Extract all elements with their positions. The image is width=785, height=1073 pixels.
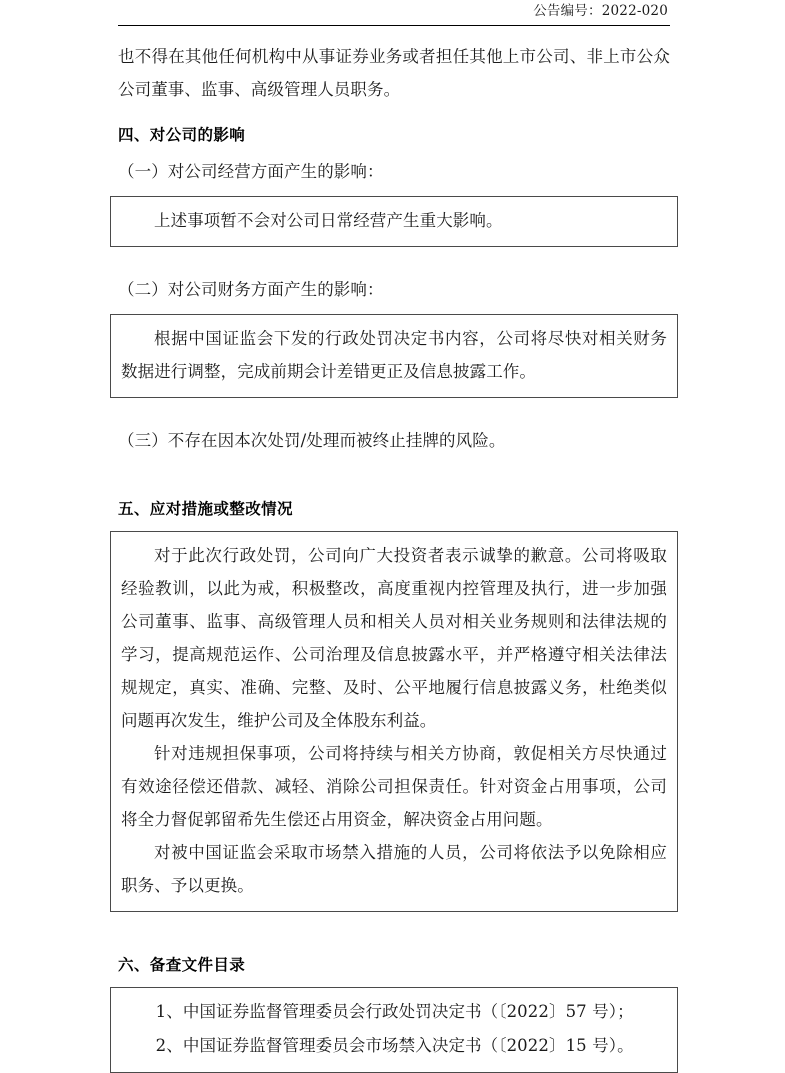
section-heading-5: 五、应对措施或整改情况 <box>118 500 293 518</box>
reference-document-item: 2、中国证券监督管理委员会市场禁入决定书（〔2022〕15 号）。 <box>155 1036 634 1055</box>
continued-paragraph: 也不得在其他任何机构中从事证券业务或者担任其他上市公司、非上市公众公司董事、监事、高级管理人员职务。 <box>118 47 670 99</box>
sub-item-label-4-3: （三）不存在因本次处罚/处理而被终止挂牌的风险。 <box>118 431 506 450</box>
spacer <box>110 522 678 531</box>
section-heading-6: 六、备查文件目录 <box>118 956 246 974</box>
remediation-box <box>110 531 678 912</box>
spacer <box>110 398 678 426</box>
page-header <box>118 2 670 26</box>
spacer <box>110 912 678 952</box>
spacer <box>110 106 678 122</box>
impact-finance-box <box>110 314 678 398</box>
announcement-number: 公告编号：2022-020 <box>533 3 668 19</box>
remediation-paragraph-1: 对于此次行政处罚，公司向广大投资者表示诚挚的歉意。公司将吸取经验教训，以此为戒，积极整改，高度重视内控管理及执行，进一步加强公司董事、监事、高级管理人员和相关人员对相关业务规则和法律法规的学习，提高规范运作、公司治理及信息披露水平，并严格遵守相关法律法规规定，真实、准确、完整、及时、公平地履行信息披露义务，杜绝类似问题再次发生，维护公司及全体股东利益。 <box>121 546 667 730</box>
impact-finance-text: 根据中国证监会下发的行政处罚决定书内容，公司将尽快对相关财务数据进行调整，完成前期会计差错更正及信息披露工作。 <box>121 329 667 381</box>
impact-operations-box <box>110 196 678 247</box>
remediation-paragraph-3: 对被中国证监会采取市场禁入措施的人员，公司将依法予以免除相应职务、予以更换。 <box>121 843 667 895</box>
spacer <box>110 247 678 275</box>
impact-operations-text: 上述事项暂不会对公司日常经营产生重大影响。 <box>154 211 503 230</box>
spacer <box>110 456 678 496</box>
section-heading-4: 四、对公司的影响 <box>118 126 246 144</box>
header-divider <box>118 25 670 26</box>
remediation-paragraph-2: 针对违规担保事项，公司将持续与相关方协商，敦促相关方尽快通过有效途径偿还借款、减轻、消除公司担保责任。针对资金占用事项，公司将全力督促郭留希先生偿还占用资金，解决资金占用问题。 <box>121 744 667 829</box>
spacer <box>110 978 678 987</box>
sub-item-label-4-2: （二）对公司财务方面产生的影响： <box>118 280 384 299</box>
spacer <box>110 187 678 196</box>
spacer <box>110 305 678 314</box>
reference-document-item: 1、中国证券监督管理委员会行政处罚决定书（〔2022〕57 号）； <box>155 1002 634 1021</box>
reference-documents-box <box>110 987 678 1073</box>
sub-item-label-4-1: （一）对公司经营方面产生的影响： <box>118 162 384 181</box>
spacer <box>110 148 678 157</box>
document-body <box>110 40 678 1073</box>
